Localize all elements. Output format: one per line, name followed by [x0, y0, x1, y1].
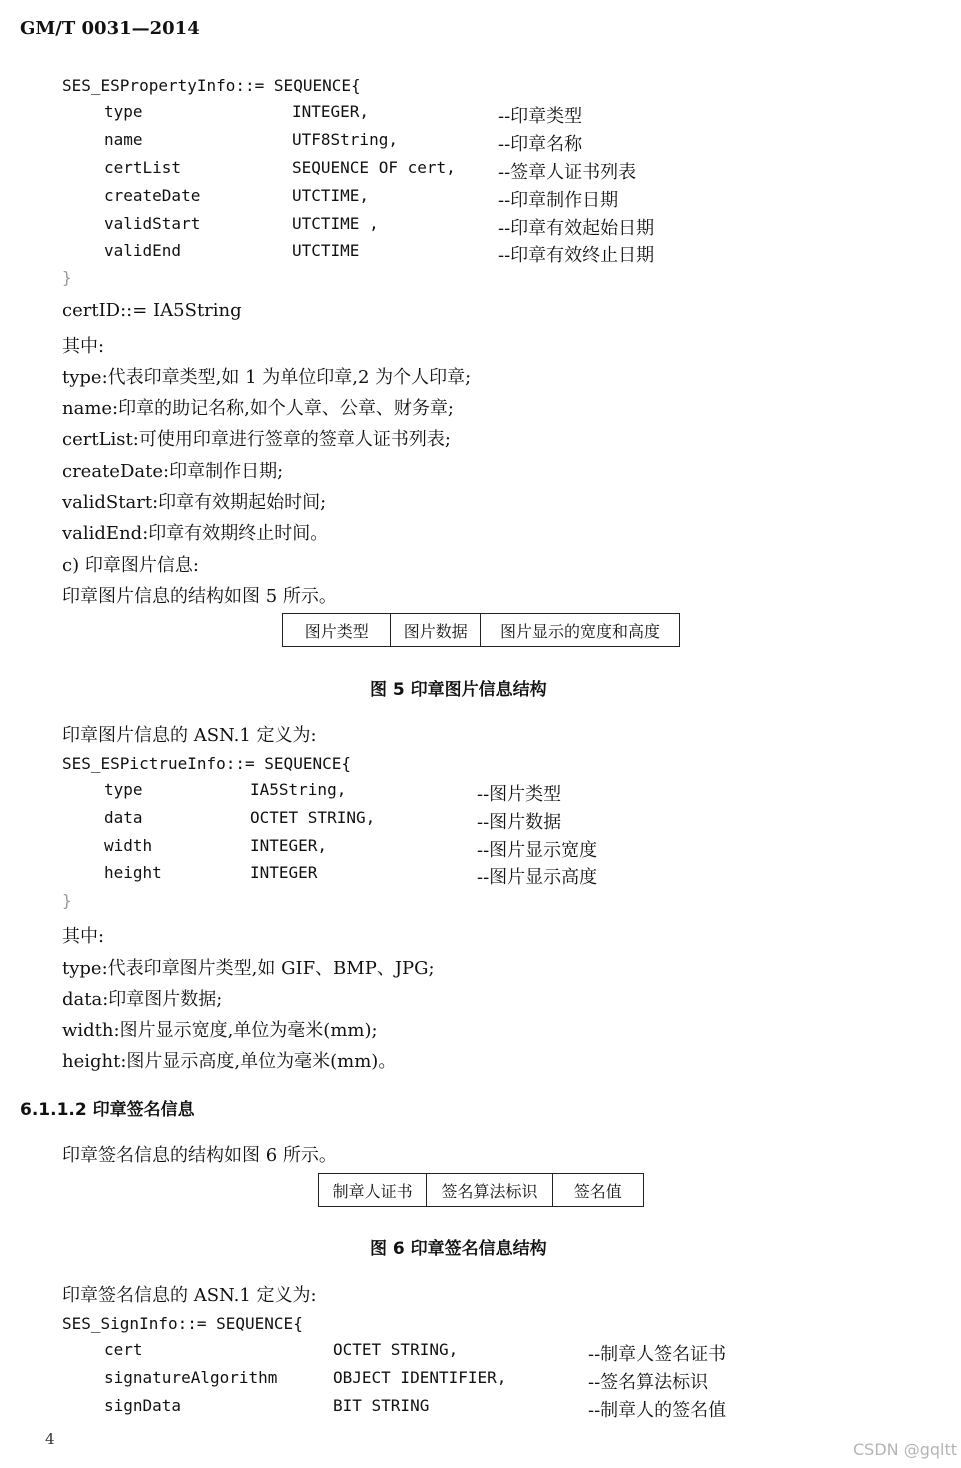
asn1-row — [0, 102, 961, 130]
field-comment: --印章有效起始日期 — [498, 218, 655, 239]
figure6-structure-table — [318, 1173, 644, 1207]
description-line: type:代表印章类型,如 1 为单位印章,2 为个人印章; — [62, 367, 472, 388]
field-type: IA5String, — [250, 780, 347, 799]
field-comment: --图片显示高度 — [477, 867, 598, 888]
description-line: name:印章的助记名称,如个人章、公章、财务章; — [62, 398, 454, 419]
asn1-row — [0, 780, 961, 808]
figure5-cell: 图片类型 — [304, 621, 369, 641]
field-name: validEnd — [104, 241, 182, 260]
field-comment: --印章名称 — [498, 134, 583, 155]
asn1-row — [0, 241, 961, 269]
field-comment: --印章制作日期 — [498, 190, 619, 211]
field-type: UTCTIME , — [292, 214, 379, 233]
field-name: certList — [104, 158, 182, 177]
field-comment: --制章人的签名值 — [588, 1400, 727, 1421]
field-name: data — [104, 808, 143, 827]
field-type: INTEGER, — [250, 836, 328, 855]
figure5-cell: 图片显示的宽度和高度 — [480, 614, 679, 646]
asn1-row — [0, 1396, 961, 1424]
figure6-cell: 签名算法标识 — [426, 1174, 551, 1206]
figure6-caption: 图 6 印章签名信息结构 — [370, 1239, 547, 1259]
asn1-intro-sign: 印章签名信息的 ASN.1 定义为: — [62, 1285, 317, 1306]
field-name: validStart — [104, 214, 201, 233]
qizhong-label: 其中: — [62, 336, 105, 357]
watermark: CSDN @gqltt — [852, 1440, 957, 1459]
asn1-open-propertyinfo: SES_ESPropertyInfo::= SEQUENCE{ — [62, 76, 361, 95]
asn1-row — [0, 863, 961, 891]
description-line: height:图片显示高度,单位为毫米(mm)。 — [62, 1051, 397, 1072]
description-line: width:图片显示宽度,单位为毫米(mm); — [62, 1020, 378, 1041]
asn1-intro-picture: 印章图片信息的 ASN.1 定义为: — [62, 725, 317, 746]
figure5-structure-table — [282, 613, 680, 647]
field-comment: --图片显示宽度 — [477, 840, 598, 861]
asn1-row — [0, 1340, 961, 1368]
section-heading: 6.1.1.2 印章签名信息 — [20, 1100, 195, 1120]
field-comment: --印章有效终止日期 — [498, 245, 655, 266]
asn1-open-signinfo: SES_SignInfo::= SEQUENCE{ — [62, 1314, 303, 1333]
description-line: certList:可使用印章进行签章的签章人证书列表; — [62, 429, 451, 450]
description-line: validStart:印章有效期起始时间; — [62, 492, 327, 513]
field-type: OBJECT IDENTIFIER, — [333, 1368, 507, 1387]
field-type: OCTET STRING, — [333, 1340, 459, 1359]
asn1-row — [0, 214, 961, 242]
asn1-row — [0, 130, 961, 158]
asn1-row — [0, 186, 961, 214]
field-name: signatureAlgorithm — [104, 1368, 278, 1387]
asn1-row — [0, 808, 961, 836]
field-name: width — [104, 836, 153, 855]
field-comment: --签章人证书列表 — [498, 162, 637, 183]
field-type: UTF8String, — [292, 130, 398, 149]
field-comment: --签名算法标识 — [588, 1372, 709, 1393]
field-type: SEQUENCE OF cert, — [292, 158, 456, 177]
asn1-row — [0, 836, 961, 864]
certid-definition: certID::= IA5String — [62, 300, 242, 321]
figure5-intro: 印章图片信息的结构如图 5 所示。 — [62, 586, 337, 607]
asn1-open-pictureinfo: SES_ESPictrueInfo::= SEQUENCE{ — [62, 754, 351, 773]
asn1-row — [0, 1368, 961, 1396]
page-number: 4 — [45, 1430, 55, 1448]
field-name: name — [104, 130, 143, 149]
description-line: type:代表印章图片类型,如 GIF、BMP、JPG; — [62, 958, 435, 979]
field-comment: --印章类型 — [498, 106, 583, 127]
field-type: UTCTIME, — [292, 186, 370, 205]
field-comment: --图片数据 — [477, 812, 562, 833]
figure5-caption: 图 5 印章图片信息结构 — [370, 680, 547, 700]
asn1-close-brace: } — [62, 891, 72, 910]
field-type: UTCTIME — [292, 241, 360, 260]
asn1-close-brace: } — [62, 268, 72, 287]
field-comment: --图片类型 — [477, 784, 562, 805]
field-type: INTEGER — [250, 863, 318, 882]
list-item-c: c) 印章图片信息: — [62, 555, 199, 576]
description-line: data:印章图片数据; — [62, 989, 223, 1010]
field-name: signData — [104, 1396, 182, 1415]
field-name: type — [104, 102, 143, 121]
document-header: GM/T 0031—2014 — [20, 18, 200, 39]
asn1-row — [0, 158, 961, 186]
field-type: BIT STRING — [333, 1396, 430, 1415]
description-line: validEnd:印章有效期终止时间。 — [62, 523, 329, 544]
field-type: OCTET STRING, — [250, 808, 376, 827]
field-comment: --制章人签名证书 — [588, 1344, 727, 1365]
qizhong-label: 其中: — [62, 926, 105, 947]
figure6-cell: 签名值 — [552, 1174, 643, 1206]
figure5-cell: 图片数据 — [390, 614, 480, 646]
description-line: createDate:印章制作日期; — [62, 461, 284, 482]
figure6-intro: 印章签名信息的结构如图 6 所示。 — [62, 1145, 337, 1166]
field-type: INTEGER, — [292, 102, 370, 121]
field-name: cert — [104, 1340, 143, 1359]
figure6-cell: 制章人证书 — [332, 1181, 413, 1201]
field-name: createDate — [104, 186, 201, 205]
field-name: type — [104, 780, 143, 799]
field-name: height — [104, 863, 162, 882]
